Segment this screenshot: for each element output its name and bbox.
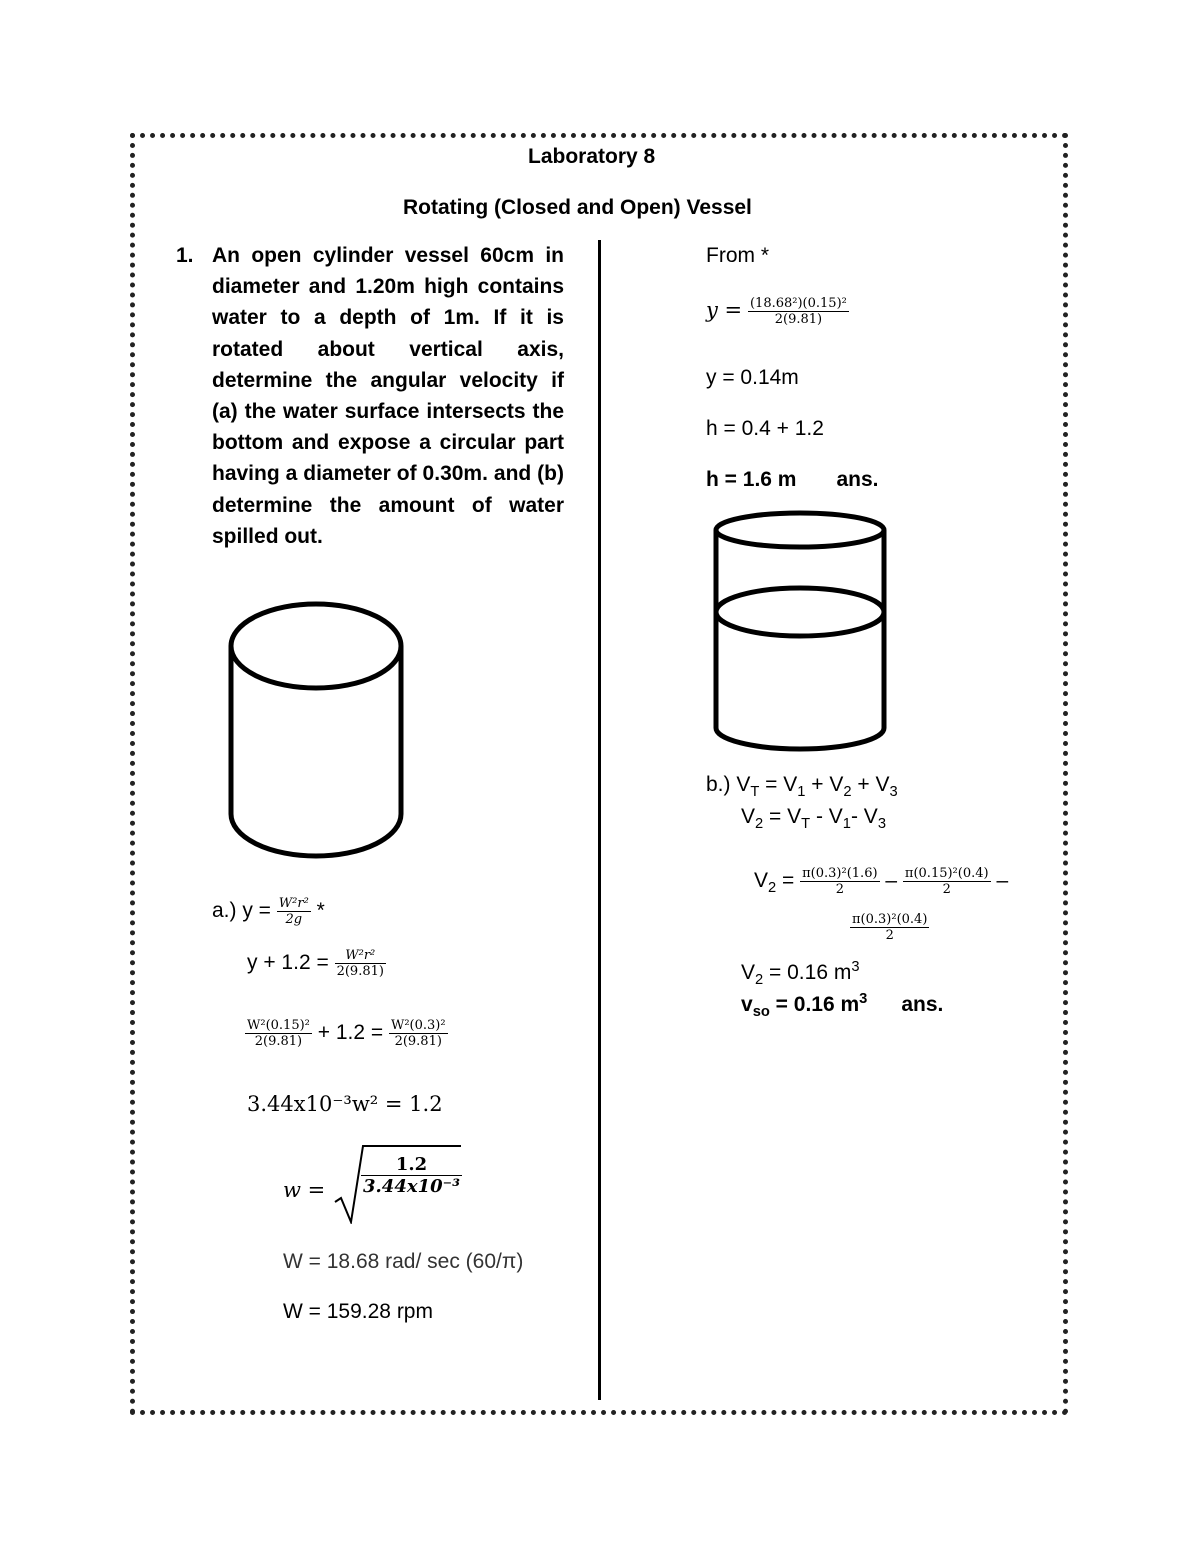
- column-divider: [598, 240, 601, 1400]
- cylinder-outline: [231, 604, 401, 856]
- h-answer: h = 1.6 m ans.: [706, 468, 879, 491]
- cylinder-diagram-left: [226, 600, 408, 862]
- part-a-formula: a.) y = $\frac{\text{W²r²}}{2g}$ *: [212, 896, 325, 927]
- y-value: y = 0.14m: [706, 366, 799, 389]
- problem-text: An open cylinder vessel 60cm in diameter and 1.20m high contains water to a depth of 1m. If it is rotated about vertical axis, determine the angular velocity if (a) the water surface intersects the bottom and expose a circular part having a diameter of 0.30m. and (b) determine the amount of water spilled out.: [212, 244, 564, 548]
- h-equation: h = 0.4 + 1.2: [706, 417, 824, 440]
- v2-equation: $V_2$ = $\frac{\text{π(0.3)²(1.6)}}{2}$ – $\frac{\text{π(0.15)²(0.4)}}{2}$ –: [754, 866, 1009, 897]
- part-a-line4: 3.44x10⁻³w² = 1.2: [247, 1092, 443, 1116]
- part-a-line7: W = 159.28 rpm: [283, 1300, 433, 1323]
- part-a-line3: $\frac{\text{W²(0.15)²}}{2(9.81)}$ + 1.2 = $\frac{\text{W²(0.3)²}}{2(9.81)}$: [247, 1018, 446, 1049]
- part-a-line6: W = 18.68 rad/ sec (60/π): [283, 1250, 524, 1273]
- part-a-line2: y + 1.2 = $\frac{\text{W²r²}}{2(9.81)}$: [247, 948, 384, 979]
- part-b-line2: $V_2 = V_T - V_1-$ $V_3$: [741, 805, 886, 833]
- cylinder-with-water-outline: [716, 513, 884, 749]
- part-b-line1: b.) $V_T = V_1 + V_2 + V_3$: [706, 773, 898, 801]
- cylinder-diagram-right: [710, 508, 892, 754]
- problem-number: 1.: [176, 244, 194, 267]
- from-star: From *: [706, 244, 769, 267]
- part-a-line5: w = $\frac{1.2}{\text{3.44x10⁻³}}$: [283, 1140, 325, 1164]
- lab-subtitle: Rotating (Closed and Open) Vessel: [403, 196, 752, 219]
- y-equation: y = $\frac{\text{(18.68²)(0.15)²}}{2(9.81)}$: [706, 296, 847, 327]
- vso-answer: $v_{so} = 0.16$ $m^3$ ans.: [741, 991, 944, 1021]
- v2-equation-cont: $\frac{\text{π(0.3)²(0.4)}}{2}$: [852, 912, 928, 943]
- v2-result: $V_2 = 0.16$ $m^3$: [741, 959, 860, 989]
- lab-title: Laboratory 8: [528, 145, 656, 168]
